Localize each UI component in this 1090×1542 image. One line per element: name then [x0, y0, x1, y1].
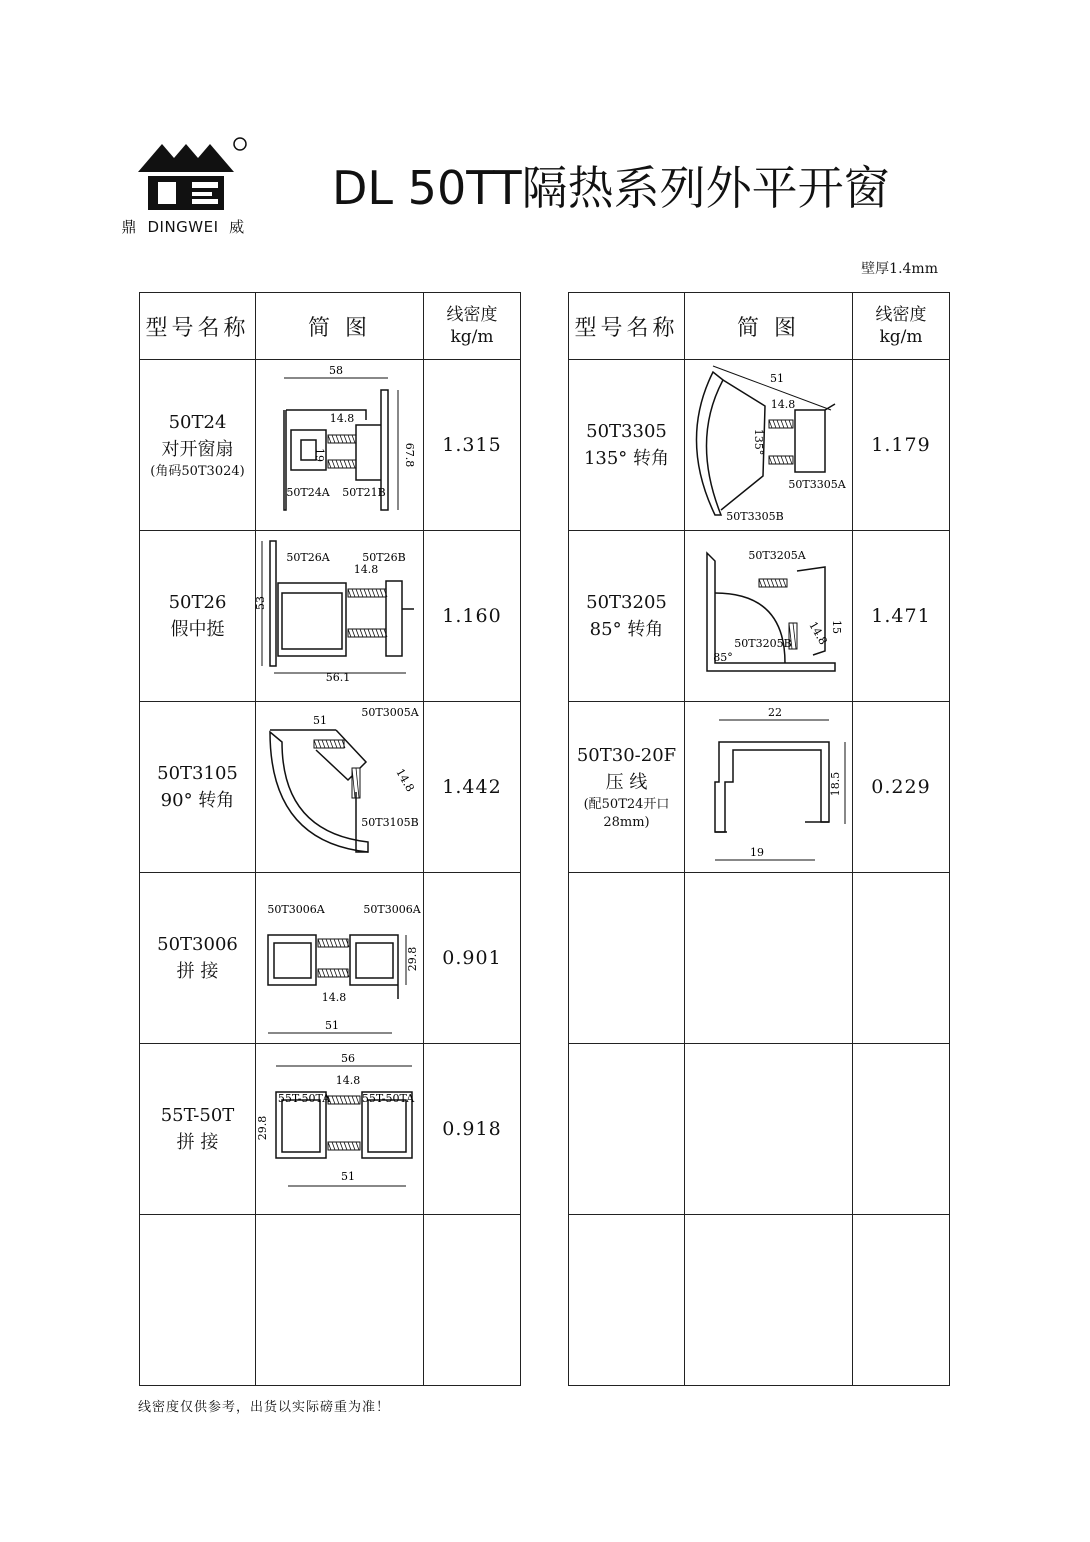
profile-section-diagram: [256, 1044, 424, 1214]
model-name: 135° 转角: [583, 448, 670, 469]
profile-row: [569, 1044, 950, 1215]
model-cell: [569, 873, 685, 1044]
density-value: 0.229: [871, 776, 931, 798]
left-profile-table: [139, 292, 521, 1386]
diagram-cell: [256, 873, 424, 1044]
brand-cn-left: 鼎: [121, 218, 137, 236]
diagram-cell: [685, 531, 853, 702]
dimension-label: 14.8: [353, 563, 379, 576]
profile-section-diagram: [256, 873, 424, 1043]
dimension-label: 14.8: [329, 412, 355, 425]
diagram-cell: [256, 702, 424, 873]
dimension-label: 19: [313, 448, 326, 462]
dimension-label: 18.5: [829, 771, 842, 797]
dimension-label: 19: [750, 846, 764, 859]
footer-note: 线密度仅供参考，出货以实际磅重为准！: [138, 1400, 391, 1415]
model-cell: [140, 360, 256, 531]
profile-row: [569, 702, 950, 873]
dimension-label: 14.8: [321, 991, 347, 1004]
dimension-label: 14.8: [806, 619, 830, 648]
density-cell: [424, 1215, 521, 1386]
dimension-label: 14.8: [393, 766, 417, 795]
model-cell: [140, 1215, 256, 1386]
model-cell: [569, 1215, 685, 1386]
dimension-label: 50T26B: [362, 551, 406, 564]
dimension-label: 50T3305B: [726, 510, 784, 523]
profile-section-diagram: [685, 531, 853, 701]
header-diagram: 简 图: [685, 293, 853, 360]
profile-row: [140, 360, 521, 531]
profile-row: [569, 531, 950, 702]
model-cell: [569, 360, 685, 531]
density-value: 1.160: [442, 605, 502, 627]
dimension-label: 58: [329, 364, 343, 377]
brand-cn-right: 威: [229, 218, 245, 236]
model-name: 85° 转角: [589, 619, 664, 640]
dimension-label: 53: [254, 596, 267, 610]
density-cell: [853, 873, 950, 1044]
model-code: 50T24: [168, 412, 227, 433]
diagram-cell: [256, 1044, 424, 1215]
model-cell: [140, 531, 256, 702]
dimension-label: 14.8: [335, 1074, 361, 1087]
density-cell: [424, 360, 521, 531]
dimension-label: 50T3006A: [363, 903, 421, 916]
header-model: 型号名称: [140, 293, 256, 360]
density-cell: [424, 702, 521, 873]
model-note: (配50T24开口: [583, 797, 670, 812]
density-cell: [424, 1044, 521, 1215]
model-name: 拼 接: [176, 1132, 219, 1153]
model-note: (角码50T3024): [150, 464, 245, 479]
model-code: 50T3105: [157, 763, 238, 784]
profile-section-diagram: [685, 360, 853, 530]
density-value: 1.471: [871, 605, 931, 627]
header-model: 型号名称: [569, 293, 685, 360]
dimension-label: 55T-50TA: [361, 1092, 415, 1105]
dimension-label: 55T-50TA: [277, 1092, 331, 1105]
dimension-label: 50T3205A: [748, 549, 806, 562]
density-cell: [424, 873, 521, 1044]
header-density: 线密度 kg/m: [853, 293, 950, 360]
profile-row: [140, 1044, 521, 1215]
model-code: 55T-50T: [160, 1105, 235, 1126]
dimension-label: 50T21B: [342, 486, 386, 499]
diagram-cell: [685, 360, 853, 531]
model-cell: [569, 531, 685, 702]
profile-section-diagram: [256, 360, 424, 530]
model-name: 90° 转角: [160, 790, 235, 811]
diagram-cell: [685, 702, 853, 873]
density-value: 1.315: [442, 434, 502, 456]
profile-row: [140, 702, 521, 873]
header-diagram: 简 图: [256, 293, 424, 360]
profile-section-diagram: [685, 702, 853, 872]
profile-section-diagram: [256, 702, 424, 872]
model-name: 压 线: [605, 772, 648, 793]
dimension-label: 51: [770, 372, 784, 385]
wall-thickness: 壁厚1.4mm: [861, 261, 938, 277]
diagram-cell: [256, 1215, 424, 1386]
dimension-label: 67.8: [403, 442, 416, 468]
dimension-label: 51: [313, 714, 327, 727]
model-code: 50T3006: [157, 934, 238, 955]
dimension-label: 50T26A: [286, 551, 330, 564]
diagram-cell: [256, 531, 424, 702]
profile-row: [569, 360, 950, 531]
model-cell: [569, 702, 685, 873]
dimension-label: 135°: [752, 428, 765, 456]
density-value: 0.918: [442, 1118, 502, 1140]
density-cell: [853, 1215, 950, 1386]
density-value: 0.901: [442, 947, 502, 969]
profile-row: [140, 1215, 521, 1386]
density-cell: [853, 531, 950, 702]
dimension-label: 56: [341, 1052, 355, 1065]
density-cell: [424, 531, 521, 702]
dimension-label: 56.1: [325, 671, 351, 684]
profile-row: [140, 531, 521, 702]
dimension-label: 51: [325, 1019, 339, 1032]
density-value: 1.442: [442, 776, 502, 798]
model-cell: [140, 702, 256, 873]
profile-row: [569, 873, 950, 1044]
model-cell: [140, 1044, 256, 1215]
diagram-cell: [256, 360, 424, 531]
dimension-label: 50T3305A: [788, 478, 846, 491]
dimension-label: 85°: [713, 651, 733, 664]
profile-row: [140, 873, 521, 1044]
dimension-label: 29.8: [256, 1115, 269, 1141]
profile-row: [569, 1215, 950, 1386]
model-code: 50T30-20F: [576, 745, 677, 766]
brand-text: [108, 216, 258, 237]
header-density: 线密度 kg/m: [424, 293, 521, 360]
dimension-label: 50T24A: [286, 486, 330, 499]
dingwei-logo-icon: [134, 136, 244, 214]
model-cell: [569, 1044, 685, 1215]
model-name: 拼 接: [176, 961, 219, 982]
density-value: 1.179: [871, 434, 931, 456]
brand-logo: [108, 130, 258, 240]
model-code: 50T26: [168, 592, 227, 613]
model-code: 50T3205: [586, 592, 667, 613]
diagram-cell: [685, 1215, 853, 1386]
model-cell: [140, 873, 256, 1044]
dimension-label: 14.8: [770, 398, 796, 411]
dimension-label: 50T3006A: [267, 903, 325, 916]
page-title: DL 50TT隔热系列外平开窗: [332, 161, 890, 215]
model-name: 假中挺: [170, 619, 225, 640]
diagram-cell: [685, 1044, 853, 1215]
profile-section-diagram: [256, 531, 424, 701]
dimension-label: 22: [768, 706, 782, 719]
dimension-label: 50T3205B: [734, 637, 792, 650]
right-profile-table: [568, 292, 950, 1386]
density-cell: [853, 702, 950, 873]
model-code: 50T3305: [586, 421, 667, 442]
density-cell: [853, 360, 950, 531]
dimension-label: 29.8: [406, 946, 419, 972]
dimension-label: 50T3005A: [361, 706, 419, 719]
model-name: 对开窗扇: [161, 439, 234, 460]
dimension-label: 15: [830, 620, 843, 634]
dimension-label: 50T3105B: [361, 816, 419, 829]
dimension-label: 51: [341, 1170, 355, 1183]
density-cell: [853, 1044, 950, 1215]
diagram-cell: [685, 873, 853, 1044]
model-note: 28mm): [603, 815, 650, 830]
brand-en: DINGWEI: [147, 218, 219, 236]
